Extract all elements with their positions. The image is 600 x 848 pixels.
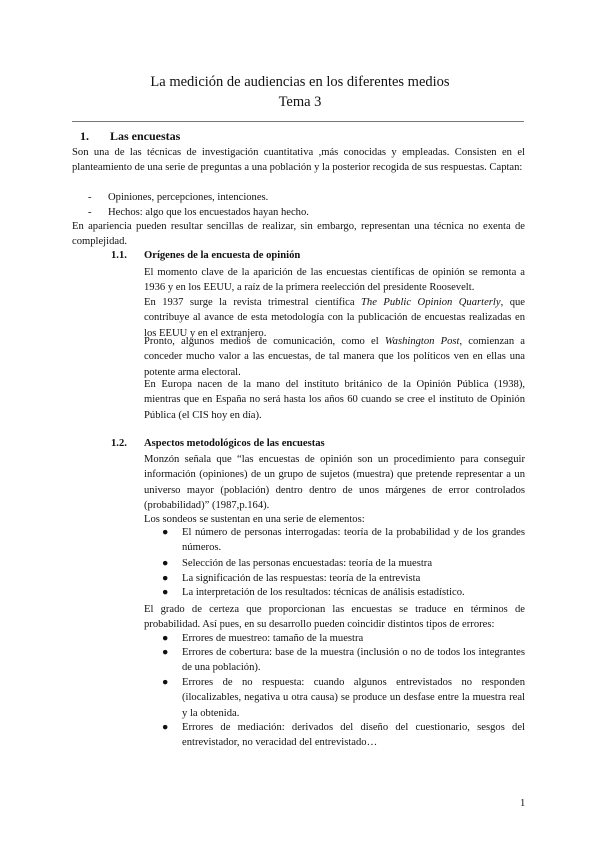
section-1-1-number: 1.1. xyxy=(111,250,127,261)
dash-item: - Opiniones, percepciones, intenciones. xyxy=(88,192,269,203)
section-1-2-paragraph-2: Los sondeos se sustentan en una serie de elementos: xyxy=(144,514,365,525)
list-item-text: La significación de las respuestas: teoría de la entrevista xyxy=(182,573,421,584)
newspaper-name: Washington Post xyxy=(384,336,460,347)
list-item: ● Errores de no respuesta: cuando algunos entrevistados no responden (ilocalizables, negativa u otra causa) se produce un desfase entre la muestra real y la obtenida. xyxy=(162,675,525,721)
section-1-1-paragraph-4: En Europa nacen de la mano del instituto británico de la Opinión Pública (1938), mientras que en España no será hasta los años 60 cuando se cree el instituto de Opinión Pública (el CIS hoy en día). xyxy=(144,379,525,421)
section-1-intro: Son una de las técnicas de investigación cuantitativa ,más conocidas y empleadas. Consisten en el planteamiento de una serie de preguntas a una población y la posterior recogida de sus respuestas. Captan: xyxy=(72,147,525,174)
section-1-2-heading xyxy=(111,438,325,449)
list-item: ● La interpretación de los resultados: técnicas de análisis estadístico. xyxy=(162,585,525,600)
list-item-text: El número de personas interrogadas: teoría de la probabilidad y de los grandes números. xyxy=(182,527,525,554)
section-1-1-heading xyxy=(111,250,300,261)
journal-title: The Public Opinion Quarterly xyxy=(361,297,501,308)
list-item-text: Selección de las personas encuestadas: teoría de la muestra xyxy=(182,558,433,569)
dash-item: - Hechos: algo que los encuestados hayan hecho. xyxy=(88,207,309,218)
document-subtitle: Tema 3 xyxy=(278,94,322,110)
section-1-1-paragraph-2: En 1937 surge la revista trimestral científica The Public Opinion Quarterly, que contribuye al avance de esta metodología con la publicación de encuestas realizadas en los EEUU y en el extranjero. xyxy=(144,297,525,339)
page-number: 1 xyxy=(520,798,526,809)
title-divider xyxy=(72,121,524,122)
section-1-title: Las encuestas xyxy=(110,129,181,143)
dash-item-text: Opiniones, percepciones, intenciones. xyxy=(108,192,269,203)
section-1-heading xyxy=(72,129,180,144)
list-item: ● Errores de cobertura: base de la muestra (inclusión o no de todos los integrantes de una población). xyxy=(162,645,525,676)
list-item: ● La significación de las respuestas: teoría de la entrevista xyxy=(162,571,525,586)
list-item: ● Errores de muestreo: tamaño de la muestra xyxy=(162,631,525,646)
list-item-text: Errores de muestreo: tamaño de la muestra xyxy=(182,633,364,644)
document-title: La medición de audiencias en los diferentes medios xyxy=(150,74,450,90)
section-1-2-title: Aspectos metodológicos de las encuestas xyxy=(144,438,325,449)
list-item: ● Selección de las personas encuestadas: teoría de la muestra xyxy=(162,556,525,571)
section-1-1-paragraph-1: El momento clave de la aparición de las encuestas científicas de opinión se remonta a 1936 y en los EEUU, a raíz de la primera reelección del presidente Roosevelt. xyxy=(144,267,525,294)
section-1-2-paragraph-1: Monzón señala que “las encuestas de opinión son un procedimiento para conseguir información (opiniones) de un grupo de sujetos (muestra) que pretende representar a un universo mayor (población) dentro dentro de unos márgenes de error controlados (probabilidad)” (1987,p.164). xyxy=(144,454,525,512)
section-1-1-title: Orígenes de la encuesta de opinión xyxy=(144,250,301,261)
section-1-number: 1. xyxy=(80,129,89,143)
section-1-closing: En apariencia pueden resultar sencillas de realizar, sin embargo, representan una técnica no exenta de complejidad. xyxy=(72,221,525,248)
list-item-text: Errores de mediación: derivados del diseño del cuestionario, sesgos del entrevistador, no veracidad del entrevistado… xyxy=(182,722,525,749)
section-1-2-paragraph-3: El grado de certeza que proporcionan las encuestas se traduce en términos de probabilidad. Así pues, en su desarrollo pueden coincidir distintos tipos de errores: xyxy=(144,604,525,631)
list-item: ● Errores de mediación: derivados del diseño del cuestionario, sesgos del entrevistador, no veracidad del entrevistado… xyxy=(162,720,525,751)
list-item-text: Errores de no respuesta: cuando algunos entrevistados no responden (ilocalizables, negativa u otra causa) se produce un desfase entre la muestra real y la obtenida. xyxy=(182,677,525,719)
list-item: ● El número de personas interrogadas: teoría de la probabilidad y de los grandes números. xyxy=(162,525,525,556)
list-item-text: La interpretación de los resultados: técnicas de análisis estadístico. xyxy=(182,587,465,598)
section-1-2-number: 1.2. xyxy=(111,438,127,449)
section-1-1-paragraph-3: Pronto, algunos medios de comunicación, como el Washington Post, comienzan a conceder mucho valor a las encuestas, de tal manera que los políticos ven en ellas una potente arma electoral. xyxy=(144,336,526,378)
list-item-text: Errores de cobertura: base de la muestra (inclusión o no de todos los integrantes de una población). xyxy=(182,647,525,674)
dash-item-text: Hechos: algo que los encuestados hayan hecho. xyxy=(108,207,309,218)
